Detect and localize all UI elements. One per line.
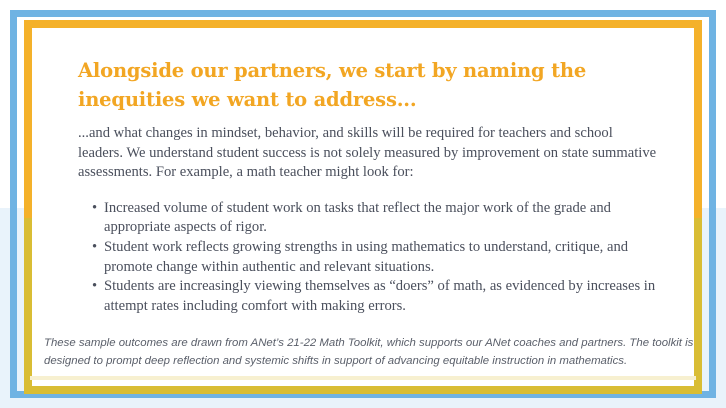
intro-paragraph: ...and what changes in mindset, behavior, and skills will be required for teachers and school leaders. We understand student success is not solely measured by improvement on state summative assessments. For example, a math teacher might look for: (78, 125, 657, 181)
bullet-list (92, 199, 658, 317)
list-item: • Increased volume of student work on tasks that reflect the major work of the grade and appropriate aspects of rigor. (92, 199, 658, 238)
footnote: These sample outcomes are drawn from ANet’s 21-22 Math Toolkit, which supports our ANet coaches and partners. The toolkit is designed to prompt deep reflection and systemic shifts in support of advancing equitable instruction in mathematics. (44, 337, 694, 367)
frame-accent (30, 376, 696, 380)
slide-heading: Alongside our partners, we start by naming the inequities we want to address... (78, 59, 587, 111)
slide-content (78, 56, 658, 316)
list-item: • Students are increasingly viewing themselves as “doers” of math, as evidenced by increases in attempt rates including comfort with making errors. (92, 277, 658, 316)
list-item: • Student work reflects growing strengths in using mathematics to understand, critique, and promote change within authentic and relevant situations. (92, 238, 658, 277)
